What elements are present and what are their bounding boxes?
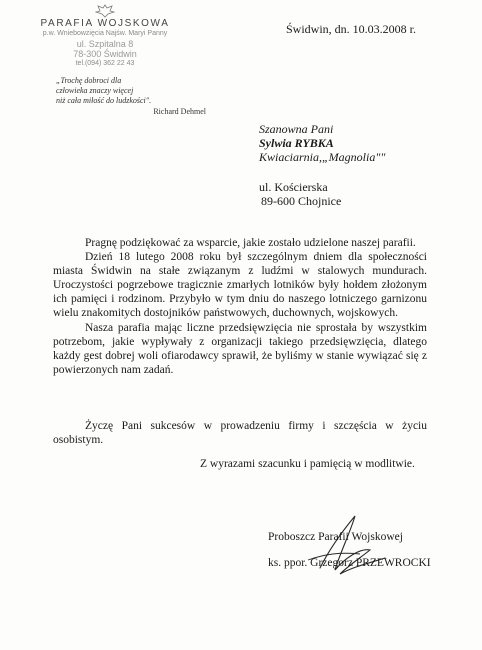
parish-stamp: [30, 4, 180, 69]
stamp-city: 78-300 Świdwin: [73, 49, 137, 59]
letter-body: [53, 236, 427, 447]
addressee-company: Kwiaciarnia,„Magnolia"": [259, 150, 386, 164]
stamp-parish-line: p.w. Wniebowzięcia Najśw. Maryi Panny: [42, 30, 168, 37]
signatory-name: ks. ppor. Grzegorz PRZEWROCKI: [268, 557, 431, 569]
address-street: ul. Kościerska: [259, 180, 328, 194]
signatory-title: Proboszcz Parafii Wojskowej: [268, 531, 403, 543]
quote-line: „Trochę dobroci dla: [56, 76, 122, 85]
stamp-phone: tel.(094) 362 22 43: [75, 60, 135, 67]
quote-line: niż cała miłość do ludzkości".: [56, 96, 152, 105]
address-block: [259, 180, 341, 208]
body-paragraph: Dzień 18 lutego 2008 roku był szczególnym dniem dla społeczności miasta Świdwin na stałe związanym z ludźmi w stalowych mundurach. Uroczystości pogrzebowe tragicznie zmarłych lotników były hołdem złożonym ich pamięci i rodzinom. Przybyło w tym dniu do naszego lotniczego garnizonu wielu znakomitych dostojników państwowych, duchownych, wojskowych.: [53, 251, 427, 320]
addressee-block: [259, 122, 385, 164]
stamp-parish-name: PARAFIA WOJSKOWA: [40, 18, 170, 29]
motto-quote: [56, 76, 206, 117]
body-paragraph: Pragnę podziękować za wsparcie, jakie zostało udzielone naszej parafii.: [85, 237, 416, 249]
salutation: Szanowna Pani: [259, 122, 334, 136]
quote-line: człowieka znaczy więcej: [56, 86, 134, 95]
closing-line: Z wyrazami szacunku i pamięcią w modlitwie.: [200, 458, 415, 470]
body-paragraph: Życzę Pani sukcesów w prowadzeniu firmy i szczęścia w życiu osobistym.: [53, 419, 427, 447]
stamp-street: ul. Szpitalna 8: [76, 39, 134, 49]
body-paragraph: Nasza parafia mając liczne przedsięwzięcia nie sprostała by wszystkim potrzebom, jakie wypływały z organizacji takiego przedsięwzięcia, dlatego każdy gest dobrej woli ofiarodawcy sprawił, że byliśmy w stanie wywiązać się z powierzonych nam zadań.: [53, 321, 427, 376]
eagle-emblem-icon: [95, 4, 115, 18]
signature-block: [268, 524, 431, 576]
quote-author: Richard Dehmel: [153, 107, 206, 116]
address-city: 89-600 Chojnice: [261, 194, 342, 208]
addressee-name: Sylwia RYBKA: [259, 136, 334, 150]
letter-date: Świdwin, dn. 10.03.2008 r.: [286, 22, 417, 36]
